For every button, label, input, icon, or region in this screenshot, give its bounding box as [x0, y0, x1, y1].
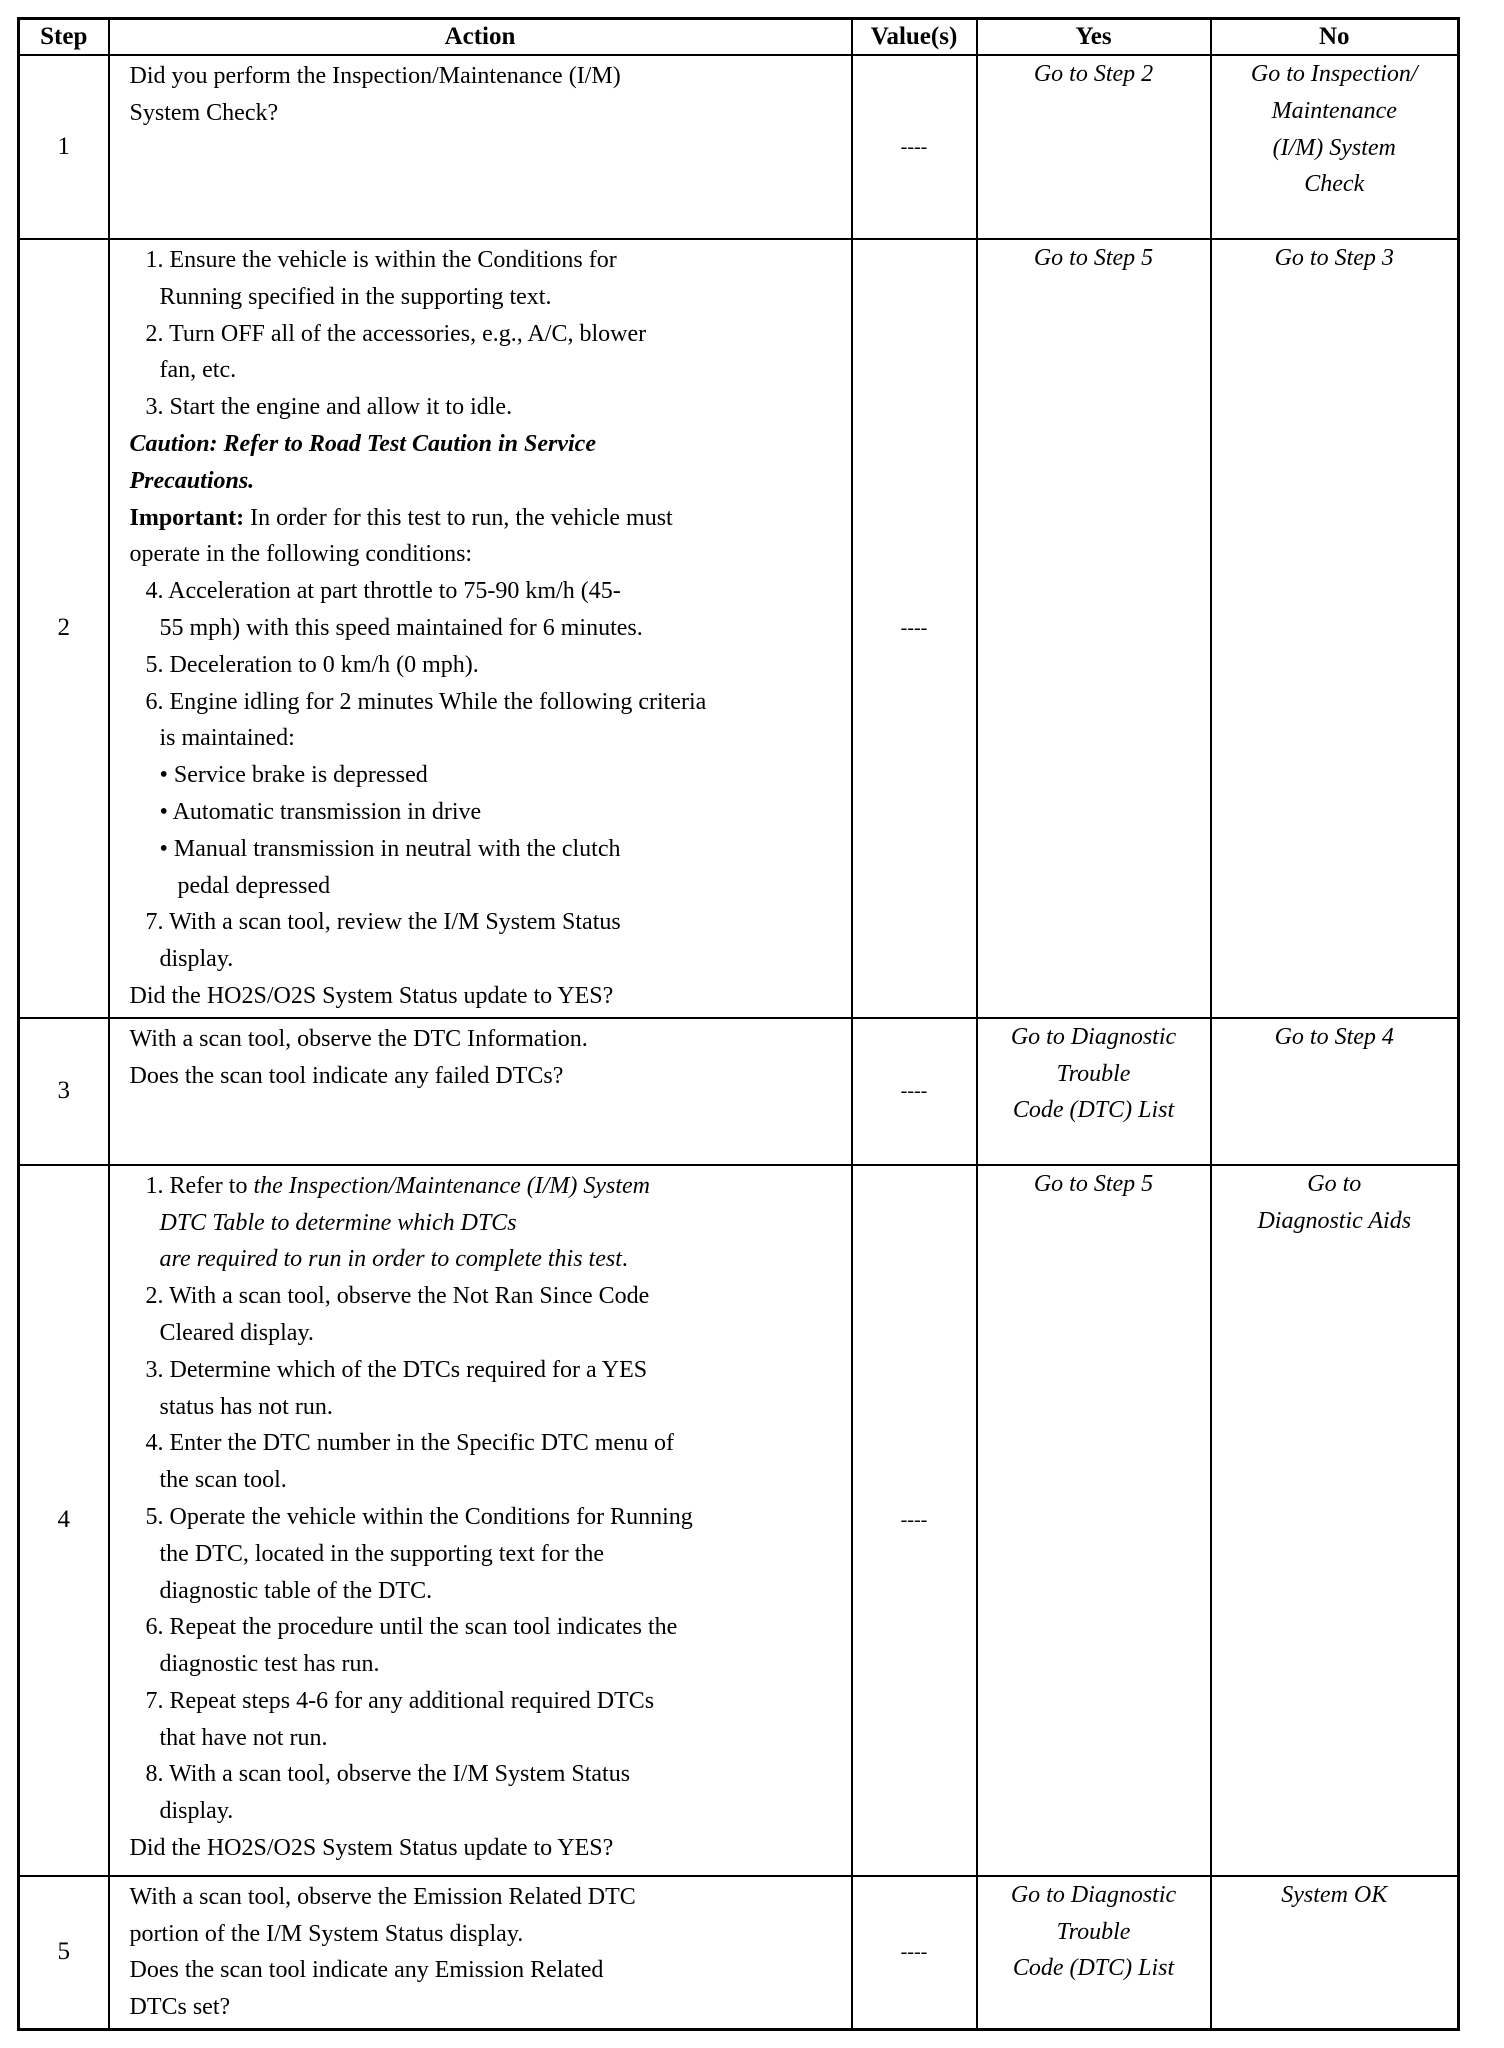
action-text: . [621, 1246, 628, 1273]
yes-cell [977, 239, 1211, 1018]
important-label: Important: [129, 504, 245, 531]
action-line: 55 mph) with this speed maintained for 6 minutes. [159, 614, 643, 641]
action-cell [109, 1165, 852, 1876]
table-row-step-1 [19, 55, 1459, 239]
bullet-line: pedal depressed [177, 872, 331, 899]
header-values: Value(s) [852, 19, 977, 56]
value-cell: ---- [852, 239, 977, 1018]
caution-line: Caution: Refer to Road Test Caution in Service [129, 430, 596, 457]
action-line [130, 1241, 837, 1278]
action-line: 5. Operate the vehicle within the Conditions for Running [145, 1503, 693, 1530]
yes-link-line: Trouble [1056, 1060, 1131, 1087]
action-reference: the Inspection/Maintenance (I/M) System [253, 1172, 650, 1199]
action-line: Does the scan tool indicate any Emission Related [129, 1957, 604, 1984]
no-link-line: Go to Inspection/ [1250, 61, 1418, 87]
no-link-system-ok[interactable]: System OK [1281, 1881, 1388, 1908]
action-line: 4. Acceleration at part throttle to 75-90 km/h (45- [145, 578, 621, 605]
action-line: 3. Start the engine and allow it to idle. [145, 394, 513, 421]
header-row [19, 19, 1459, 56]
action-line: 7. With a scan tool, review the I/M System Status [145, 909, 621, 936]
question-line: Did the HO2S/O2S System Status update to YES? [129, 1835, 614, 1862]
no-link-im-system-check[interactable] [1212, 56, 1458, 203]
action-line: 4. Enter the DTC number in the Specific DTC menu of [145, 1430, 675, 1457]
no-link-line: Go to [1307, 1170, 1362, 1197]
no-link-line: Diagnostic Aids [1257, 1207, 1412, 1234]
caution-line: Precautions. [129, 467, 255, 494]
no-cell [1211, 55, 1459, 239]
action-reference: are required to run in order to complete this test [159, 1246, 622, 1273]
action-cell [109, 55, 852, 239]
action-line: 5. Deceleration to 0 km/h (0 mph). [145, 651, 479, 678]
no-link-line: Maintenance [1271, 97, 1397, 124]
action-line: status has not run. [159, 1393, 333, 1420]
action-line: DTCs set? [129, 1994, 231, 2021]
no-cell [1211, 1876, 1459, 2030]
yes-link-go-to-step-5[interactable]: Go to Step 5 [1033, 1170, 1154, 1197]
action-line: is maintained: [159, 725, 295, 752]
bullet-line: • Automatic transmission in drive [159, 798, 482, 825]
action-line: 1. Ensure the vehicle is within the Conditions for [145, 247, 617, 273]
bullet-line: • Service brake is depressed [159, 762, 428, 789]
action-line: System Check? [129, 99, 279, 126]
yes-link-line: Code (DTC) List [1012, 1955, 1175, 1982]
step-number: 5 [19, 1876, 109, 2030]
table-row-step-4 [19, 1165, 1459, 1876]
action-line: Cleared display. [159, 1319, 314, 1346]
action-cell [109, 239, 852, 1018]
no-cell [1211, 1165, 1459, 1876]
action-line [130, 1168, 837, 1205]
action-line: diagnostic test has run. [159, 1651, 380, 1678]
yes-cell [977, 55, 1211, 239]
action-line: With a scan tool, observe the DTC Information. [129, 1025, 588, 1052]
yes-link-dtc-list[interactable] [978, 1877, 1210, 1987]
step-number: 4 [19, 1165, 109, 1876]
yes-link-dtc-list[interactable] [978, 1019, 1210, 1129]
action-line: 6. Repeat the procedure until the scan tool indicates the [145, 1614, 678, 1641]
value-cell: ---- [852, 1876, 977, 2030]
action-line: the scan tool. [159, 1467, 287, 1494]
action-line: Did you perform the Inspection/Maintenance (I/M) [129, 63, 621, 89]
action-line: 2. Turn OFF all of the accessories, e.g., A/C, blower [145, 320, 647, 347]
important-line [130, 500, 837, 537]
value-cell: ---- [852, 1165, 977, 1876]
question-line: Did the HO2S/O2S System Status update to YES? [129, 982, 614, 1009]
yes-cell [977, 1876, 1211, 2030]
header-action: Action [109, 19, 852, 56]
table-row-step-2 [19, 239, 1459, 1018]
action-line: With a scan tool, observe the Emission Related DTC [129, 1883, 636, 1910]
table-row-step-5 [19, 1876, 1459, 2030]
step-number: 3 [19, 1018, 109, 1165]
action-line: 8. With a scan tool, observe the I/M System Status [145, 1761, 631, 1788]
action-line: 6. Engine idling for 2 minutes While the following criteria [145, 688, 707, 715]
action-line: fan, etc. [159, 357, 237, 384]
no-link-line: (I/M) System [1272, 134, 1396, 161]
action-line: 7. Repeat steps 4-6 for any additional required DTCs [145, 1687, 655, 1714]
action-line: 2. With a scan tool, observe the Not Ran Since Code [145, 1283, 650, 1310]
no-link-line: Check [1304, 171, 1365, 198]
yes-link-go-to-step-2[interactable]: Go to Step 2 [1033, 61, 1154, 87]
action-text: 1. Refer to [145, 1172, 254, 1199]
action-cell [109, 1876, 852, 2030]
step-number: 1 [19, 55, 109, 239]
action-line: portion of the I/M System Status display. [129, 1920, 524, 1947]
yes-link-line: Go to Diagnostic [1010, 1023, 1177, 1050]
bullet-line: • Manual transmission in neutral with the clutch [159, 835, 621, 862]
value-cell: ---- [852, 1018, 977, 1165]
action-line: display. [159, 1798, 234, 1825]
header-step: Step [19, 19, 109, 56]
action-cell [109, 1018, 852, 1165]
no-link-go-to-step-3[interactable]: Go to Step 3 [1274, 245, 1394, 271]
header-yes: Yes [977, 19, 1211, 56]
yes-link-line: Code (DTC) List [1012, 1097, 1175, 1124]
action-line: 3. Determine which of the DTCs required for a YES [145, 1356, 648, 1383]
important-text: In order for this test to run, the vehicle must [244, 504, 673, 531]
yes-link-go-to-step-5[interactable]: Go to Step 5 [1033, 245, 1154, 271]
step-number: 2 [19, 239, 109, 1018]
yes-cell [977, 1165, 1211, 1876]
diagnostic-table-sheet [17, 17, 1460, 2031]
yes-link-line: Go to Diagnostic [1010, 1881, 1177, 1908]
no-link-go-to-step-4[interactable]: Go to Step 4 [1274, 1023, 1394, 1050]
value-cell: ---- [852, 55, 977, 239]
yes-cell [977, 1018, 1211, 1165]
action-line: diagnostic table of the DTC. [159, 1577, 433, 1604]
action-line: operate in the following conditions: [129, 541, 473, 568]
table-row-step-3 [19, 1018, 1459, 1165]
no-link-diagnostic-aids[interactable] [1212, 1166, 1458, 1240]
action-line: the DTC, located in the supporting text for the [159, 1540, 605, 1567]
diagnostic-table [17, 17, 1460, 2031]
header-no: No [1211, 19, 1459, 56]
action-line: display. [159, 946, 234, 973]
yes-link-line: Trouble [1056, 1918, 1131, 1945]
action-reference: DTC Table to determine which DTCs [159, 1209, 517, 1236]
action-line: Running specified in the supporting text. [159, 283, 552, 310]
no-cell [1211, 1018, 1459, 1165]
no-cell [1211, 239, 1459, 1018]
action-line: that have not run. [159, 1724, 328, 1751]
action-line: Does the scan tool indicate any failed DTCs? [129, 1062, 564, 1089]
